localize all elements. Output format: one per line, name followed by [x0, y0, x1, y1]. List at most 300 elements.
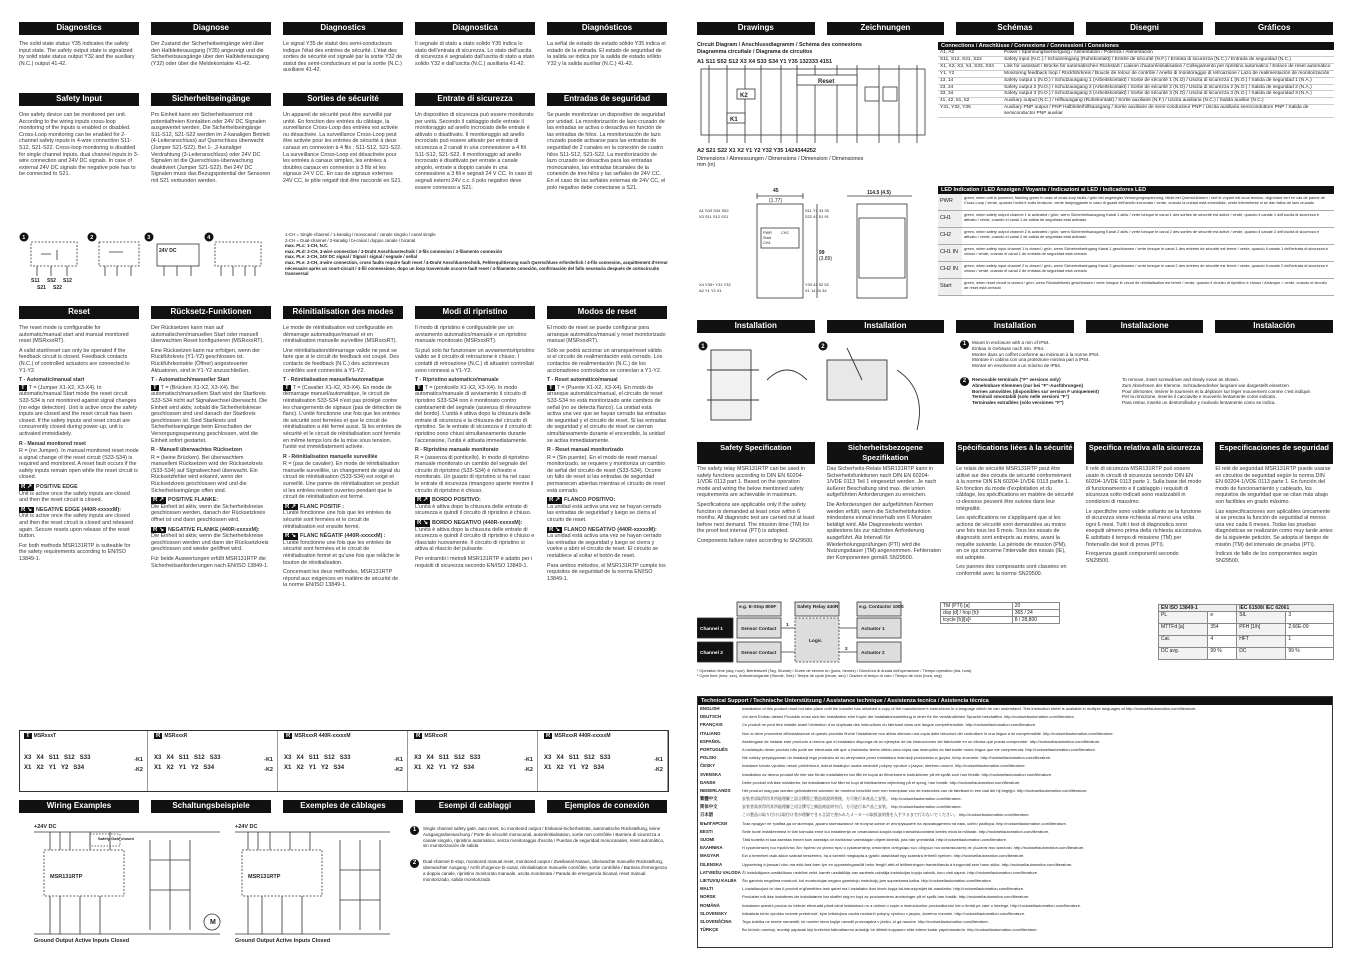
- dim-bot2: A2 Y1 Y2 X1: [699, 288, 722, 293]
- safety-text-2: [956, 466, 1074, 581]
- conn-row-3: [938, 71, 1334, 78]
- badge-r-pos-fr: R ↗: [285, 503, 297, 510]
- right_headers_row1-3: Disegni: [1086, 22, 1204, 35]
- right_headers_row1-0: Drawings: [697, 22, 815, 35]
- support-line-27: Bu ürünün montajı, montajı yapacak kişi üreticinin talimatlarının anladığı bir dildeki kopyasını elde edene kadar yapılmamalıdır. http://rockwellautomation.com/literature.: [742, 927, 1038, 933]
- safety-text-0: [697, 466, 815, 581]
- strip-k1-0: -K1: [134, 757, 143, 763]
- strip-label-0: [20, 731, 147, 741]
- diag-text-3: Il segnale di stato a stato solido Y35 indica lo stato dell'entrata di sicurezza. Lo stato dell'uscita di sicurezza è segnalato dall'uscita di stato a stato solido Y32 e dall'uscita (N.C.) ausiliaria 41-42.: [415, 41, 535, 67]
- support-line-0: Installation of this product must not take place until the installer has obtained a copy of the manufacturer's instructions in a language which he can understand. This instruction sheet is available in multiple languages at http://rockwellautomation.com/literature.: [742, 706, 1197, 711]
- led-name-1: CH1: [938, 211, 962, 227]
- spec-row-1: [1159, 624, 1334, 636]
- diag-header-2: Diagnostics: [283, 22, 403, 35]
- led-row-2: [938, 228, 1334, 245]
- strip-label-4: [540, 731, 667, 741]
- led-row-1: [938, 211, 1334, 228]
- block-diagram: [697, 600, 937, 666]
- install-removal-text-3: Per la rimozione, inserire il cacciavite e muoverlo lentamente come indicato.: [1122, 394, 1277, 400]
- support-lang-25: SLOVENSKY: [700, 910, 728, 916]
- strip-row-bot-1: [150, 761, 277, 771]
- tm-val-1: 365 / 24: [1012, 610, 1059, 617]
- support-line-10: Het product mag pas worden geïnstalleerd wanneer de monteur beschikt over een exemplaar van de instructies van de fabrikant in een taal die hij begrijpt. http://rockwellautomation.com/literature.: [742, 787, 1088, 793]
- support-line-9: Dette produkt må ikke installeres, før installatøren har fået en kopi af fabrikantens vejledning på et sprog, han forstår. http://rockwellautomation.com/literature.: [742, 779, 1021, 785]
- reset-pos-de: [151, 497, 271, 504]
- tm-table: [940, 602, 1060, 642]
- strip-top-4-1: X4: [556, 755, 564, 761]
- safety-para-2-0: Le relais de sécurité MSR131RTP peut être utilisé sur des circuits de sécurité conformément à la norme DIN EN 60204-1/VDE 0113 partie 1. En fonction du mode d'exploitation et du câblage, les spécifications en matière de sécurité ci-dessous peuvent être suivies dans leur intégralité.: [956, 466, 1074, 512]
- led-name-2: CH2: [938, 228, 962, 244]
- badge-r-pos-it: R ↗: [417, 497, 429, 504]
- dim-led-0: PWR: [763, 231, 772, 235]
- bd-ch1: Channel 1: [700, 627, 723, 632]
- fig-s21: S21: [37, 285, 46, 290]
- wiring-supply-2: +24V DC: [235, 824, 258, 830]
- conn-term-6: 33, 34: [940, 91, 954, 97]
- conn-desc-0: Power / Spannungsversorgung / Alimentation / Potenza / Alimentación: [1004, 50, 1153, 55]
- reset-neg-label-it: BORDO NEGATIVO (440R-xxxxxM):: [432, 520, 523, 527]
- reset-t2-it: R = (assenza di ponticello). In modo di ripristino manuale monitorato un cambio del segnale del circuito di ripristino (S33-S34) è richiesto e monitorato. Un guasto di ripristino si ha nel caso le entrate di sicurezza rimangono aperte mentre il circuito di ripristino è chiuso.: [415, 454, 534, 494]
- conn-term-8: Y31, Y32, Y35: [940, 105, 971, 111]
- reset-sub2-en: R - Manual monitored reset: [19, 440, 86, 447]
- reset-t1-en: [19, 385, 139, 438]
- wiring-examples-headers: [19, 800, 669, 813]
- install-removal-row-4: [972, 400, 1333, 406]
- conn-desc-8: Auxiliary PNP output / PNP Halbleiterhilfsausgang / Sortie auxiliaire de semi-conducteur PNP / Uscita ausiliaria semiconduttore PNP / Salida de semiconductor PNP auxiliar: [1004, 105, 1309, 117]
- reset-t2-en: R = (no Jumper). In manual monitored reset mode a signal change of the reset circuit (S33-S34) is required and monitored. A reset fault occurs if the safety inputs remain open while the reset circuit is closed.: [19, 448, 139, 481]
- input-header-2: Sorties de sécurité: [283, 93, 403, 106]
- led-name-0: PWR: [938, 194, 962, 210]
- input-header-1: Sicherheitseingänge: [151, 93, 271, 106]
- strip-bot-0-1: X2: [36, 765, 44, 771]
- wiring-device-1: MSR131RTP: [50, 874, 83, 880]
- strip-block-2: [280, 731, 408, 791]
- strip-label-3: [410, 731, 537, 741]
- dim-d: 99: [819, 250, 825, 256]
- reset-neg-label-fr: FLANC NÉGATIF (440R-xxxxxM) :: [300, 533, 386, 540]
- badge-r-pos-de: R ↗: [153, 497, 165, 504]
- diag-text-4: La señal de estado de estado sólido Y35 indica el estado de la entrada. El estado de seguridad de la salida se indica por la salida de estado sólido Y32 y la salida auxiliar (N.C.) 41-42.: [547, 41, 666, 67]
- channel-legend-3: max. PLd: 2-CH, 3-wire connection / 3-Draht Anschlusstechnik / 3-fils connexion / 3-filamento connexión: [285, 248, 503, 254]
- wiring-header-2: Exemples de câblages: [283, 800, 403, 813]
- safety-para-4-2: Índices de fallo de los componentes según SN29500.: [1215, 551, 1318, 564]
- install-removal-title-1: Abnehmbare Klemmen (nur bei "F"-Ausführungen): [972, 382, 1084, 388]
- strip-label-text-4: MSRxxxR 440R-xxxxxM: [554, 733, 611, 739]
- spec-cell-3-3: 99 %: [1286, 648, 1334, 660]
- support-lang-11: 繁體中文: [700, 796, 718, 802]
- reset-neg-fr: [283, 533, 403, 540]
- reset-col-es: [547, 306, 667, 592]
- reset-neg-es: [547, 527, 667, 534]
- reset-sub1-de: T - Automatisch/manueller Start: [151, 377, 230, 384]
- support-line-2: Ce produit ne peut être installé avant l'obtention d'un duplicata des instructions du fabricant dans une langue compréhensible. http://rockwellautomation.com/literature.: [742, 722, 1037, 728]
- right_headers_row3-1: Sicherheitsbezogene Spezifikation: [827, 442, 945, 464]
- support-lang-6: POLSKI: [700, 755, 717, 761]
- strip-top-4-0: X3: [544, 755, 552, 761]
- reset-header-de: Rücksetz-Funktionen: [151, 306, 271, 319]
- reset-intro-es-0: El modo de reset se puede configurar para arranque automático/manual y reset monitorizado manual (MSRxxxRT).: [547, 325, 666, 345]
- reset-pos-label-de: POSITIVE FLANKE:: [168, 497, 219, 504]
- safety-input-section: [19, 93, 669, 231]
- led-row-5: [938, 279, 1334, 296]
- strip-bot-0-3: Y2: [61, 765, 69, 771]
- spec-cell-2-3: 1: [1286, 636, 1334, 648]
- dim-top1: A1 S33 S34 S52: [699, 208, 729, 213]
- technical-support: [697, 696, 1333, 948]
- install-mount-list: [972, 340, 1100, 369]
- install-removal-title-2: Bornes amovibles (disponibles sur version F uniquement): [972, 388, 1099, 394]
- input-wiring-svg: [19, 232, 279, 290]
- led-header: LED Indication / LED Anzeigen / Voyants / Indicazioni ai LED / Indicadores LED: [938, 186, 1334, 194]
- block-diagram-svg: [697, 600, 937, 666]
- strip-top-1-0: X3: [154, 755, 162, 761]
- wiring-note-num-0: 1: [410, 826, 419, 835]
- support-line-3: Non si deve procedere all'installazione di questo prodotto finché l'installatore non abbia ottenuto una copia delle istruzioni del costruttore in una lingua a lui comprensibile. http://rockwellautomation.com/literature.: [742, 730, 1114, 736]
- reset-pos-es: [547, 497, 667, 504]
- strip-row-bot-3: [410, 761, 537, 771]
- strip-row-top-2: [280, 741, 407, 761]
- fig-n2: 2: [90, 235, 94, 241]
- strip-block-4: [540, 731, 668, 791]
- led-name-4: CH2 IN: [938, 262, 962, 278]
- reset-t1-es: [547, 385, 667, 444]
- strip-top-2-4: S33: [339, 755, 351, 761]
- badge-r-neg-en: R ↘: [21, 506, 33, 513]
- wiring-header-0: Wiring Examples: [19, 800, 139, 813]
- strip-bot-1-2: Y1: [178, 765, 187, 771]
- strip-top-4-3: S12: [584, 755, 595, 761]
- circuit-top-terminals: A1 S11 S52 S12 X3 X4 S33 S34 Y1 Y35 132333 4151: [697, 59, 833, 65]
- input-col-2: [283, 93, 403, 191]
- bd-sensor1: Sensor Contact: [741, 627, 777, 632]
- right_headers_row2-0: Installation: [697, 320, 815, 333]
- circuit-title: Circuit Diagram / Anschlussdiagramm / Schéma des connexions: [697, 42, 862, 48]
- spec-cell-1-0: MTTFd [a]: [1159, 624, 1208, 636]
- install-removal-title-3: Terminali smontabili (solo nelle versioni "F"): [972, 394, 1070, 400]
- circuit-diagram: [697, 42, 933, 182]
- support-lang-24: ROMÂNĂ: [700, 902, 720, 908]
- reset-sub1-es: T - Reset automático/manual: [547, 377, 618, 384]
- reset-col-en: [19, 306, 139, 592]
- strip-top-3-2: S11: [438, 755, 450, 761]
- spec-cell-0-2: SIL: [1237, 612, 1286, 624]
- tm-key-0: TM (PTI) [a]: [941, 603, 1013, 610]
- reset-end-es: Para ambos métodos, el MSR131RTP cumple los requisitos de seguridad de la norma EN/ISO 13849-1.: [547, 562, 666, 582]
- reset-sub1-en: T - Automatic/manual start: [19, 377, 85, 384]
- reset-header-it: Modi di ripristino: [415, 306, 535, 319]
- spec-cell-0-0: PL: [1159, 612, 1208, 624]
- install-note-1: Einbau in Gehäuse nach min. IP54.: [972, 345, 1045, 351]
- support-lang-27: TÜRKÇE: [700, 927, 719, 933]
- strip-label-text-0: MSRxxxT: [33, 733, 57, 739]
- support-line-23: Produktet må ikke installeres før installatøren har skaffet seg en kopi av produsentens anvisninger på et språk han forstår. http://rockwellautomation.com/literature.: [742, 894, 1030, 900]
- support-line-19: Uppsetning á þessari vöru má ekki fara fram fyrr en uppsetningaraðili hefur fengið afrit af leiðbeiningum framleiðanda á tungumáli sem hann skilur. http://rockwellautomation.com/literature.: [742, 861, 1073, 867]
- diag-header-0: Diagnostics: [19, 22, 139, 35]
- conn-desc-2: Link for autostart / Brücke für automatischen Rückstart / Liaison d'autoréinitialisation / Collegamento per ripristino automatico / Enlace de reset automático: [1004, 63, 1331, 69]
- install-note-4: Montar en envolvente a un mínimo de IP54.: [972, 363, 1062, 369]
- diag-col-4: [547, 22, 667, 74]
- strip-badge-0: T: [26, 733, 30, 739]
- installation-notes: [960, 340, 1333, 434]
- install-removal-list: [972, 377, 1333, 406]
- strip-top-3-0: X3: [414, 755, 422, 761]
- dim-h: 114.5 (4.5): [867, 190, 891, 196]
- install-removal-text-4: Para retirar, inserte un destornillador y muévalo lentamente como se indica.: [1122, 400, 1276, 406]
- spec-cell-1-2: PFH [1/h]: [1237, 624, 1286, 636]
- dim-title: Dimensions / Abmessungen / Dimensions / Dimensioni / Dimensiones: [697, 156, 864, 162]
- strip-top-3-4: S33: [469, 755, 481, 761]
- strip-badge-3: R: [416, 733, 421, 739]
- led-row-3: [938, 245, 1334, 262]
- strip-k-0: [134, 755, 143, 775]
- strip-row-bot-0: [20, 761, 147, 771]
- reset-pos-text-de: Die Einheit ist aktiv, wenn die Sicherheitskreise geschlossen werden, danach der Rücksetzkreis öffnet ist und dann geschlossen wird.: [151, 503, 266, 524]
- led-table: [938, 186, 1334, 300]
- support-line-21: Šio gaminio negalima montuoti, kol montuotojas negavo gamintojo instrukcijų jam suprantama kalba. http://rockwellautomation.com/literature.: [742, 877, 992, 883]
- spec-table: [1158, 604, 1334, 674]
- channel-legend-5: max. PLe: 2-CH, 4-wire connection, cross faults require fault reset / 4-Draht Anschlusstechnik, Fehlerquittierung nach Querschluss erforderlich / 4-fils connexion, acquittement d'erreur nécessaire après un court-circuit / 4-fili connessione, dopo un loop trasversale occorre fault reset / 4-filamento conexión, confirmación del fallo necesaria después de cortocircuito transversal: [285, 259, 668, 277]
- reset-sub1-fr: T - Réinitialisation manuelle/automatique: [283, 377, 384, 384]
- conn-desc-3: Monitoring feedback loop / Rückführkreis / Boucle de retour de contrôle / Anello di monitoraggio di retroazione / Lazo de realimentación de monitorización: [1004, 70, 1330, 76]
- strip-bot-0-4: S34: [73, 765, 85, 771]
- support-lang-23: NORSK: [700, 894, 716, 900]
- led-desc-3: green, when safety input channel 1 is closed / grün, wenn Sicherheitseingang Kanal 1 geschlossen / verte lorsque le canal 1 des entrées de sécurité est fermé / verde, quando il canale 1 dell'entrata di sicurezza è chiuso / verde, cuando el canal 1 de entrada de seguridad está cerrado: [964, 246, 1329, 257]
- led-row-4: [938, 262, 1334, 279]
- conn-row-1: [938, 57, 1334, 64]
- dim-topr2: S22 41 51 91: [805, 214, 829, 219]
- bd-col1: e.g. E-Stop 800F: [739, 605, 777, 610]
- right_headers_row1-4: Gráficos: [1215, 22, 1333, 35]
- support-line-18: Ezt a terméket csak akkor szabad beszerelni, ha a szerelő megkapta a gyártó utasításait egy számára érthető nyelven. http://rockwellautomation.com/literature.: [742, 853, 1025, 859]
- support-line-17: Η εγκατάσταση του προϊόντος δεν πρέπει να γίνεται πριν ο εγκαταστάτης αποκτήσει αντίγραφο των οδηγιών του κατασκευαστή σε γλώσσα που κατανοεί. http://rockwellautomation.com/literature.: [742, 845, 1085, 851]
- conn-term-2: X1, X2, X3, X4, S33, S34: [940, 63, 994, 69]
- strip-bot-3-1: X2: [426, 765, 434, 771]
- right_headers_row2-2: Installation: [956, 320, 1074, 333]
- channel-legend-4: max. PLe: 2-CH, 24V DC signal / Signal / signal / segnale / señal: [285, 254, 418, 260]
- reset-section: [19, 306, 669, 730]
- diag-text-0: The solid state status Y35 indicates the safety input state. The safety output state is signalized by solid state status output Y32 and the auxiliary (N.C.) output 41-42.: [19, 41, 135, 67]
- wiring-diagrams: [30, 820, 400, 946]
- strip-top-3-3: S12: [454, 755, 465, 761]
- reset-intro-en-0: The reset mode is configurable for automatic/manual start and manual monitored reset (MSRxxxRT).: [19, 325, 129, 345]
- installation-svg: [697, 340, 957, 434]
- conn-term-4: 13, 14: [940, 77, 954, 83]
- tm-row-0: [941, 603, 1060, 610]
- channel-legend-1: 2-CH = Dual-channel / 2-kanalig / bi-canal / doppio canale / bicanal: [285, 237, 416, 243]
- strip-top-0-3: S12: [64, 755, 75, 761]
- strip-badge-1: R: [156, 733, 161, 739]
- badge-r-neg-es: R ↘: [549, 526, 561, 533]
- install-num-1: 1: [960, 340, 969, 349]
- support-lang-13: 日本語: [700, 812, 714, 818]
- fig-s12: S12: [63, 278, 72, 284]
- strip-bot-4-0: X1: [544, 765, 552, 771]
- install-mount: [960, 340, 1333, 369]
- input-text-0: One safety device can be monitored per unit. According to the wiring inputs cross-loop monitoring of the inputs is enabled or disabled. Cross-Loop monitoring can be enabled for 2-channel safety inputs in 4-wire connection S11-S12, S21-S22. Cross-loop monitoring is disabled for single channel inputs, dual channel inputs in 3-wire connection and 24V DC signals. In case of external 24V DC signals the negative pole has to be connected to S21.: [19, 112, 139, 178]
- spec-cell-2-0: Cat.: [1159, 636, 1208, 648]
- reset-col-it: [415, 306, 535, 592]
- reset-pos-label-fr: FLANC POSITIF :: [300, 503, 345, 510]
- spec-cell-2-2: HFT: [1237, 636, 1286, 648]
- strip-bot-2-0: X1: [284, 765, 292, 771]
- strip-label-text-1: MSRxxxR: [164, 733, 188, 739]
- support-lang-16: SUOMI: [700, 837, 715, 842]
- strip-bot-3-4: S34: [463, 765, 475, 771]
- strip-badge-4: R: [546, 733, 551, 739]
- input-header-4: Entradas de seguridad: [547, 93, 667, 106]
- install-removal-title-0: Removable terminals ("F" versions only): [972, 376, 1061, 382]
- support-line-4: Absténgase de instalar este producto a menos que el instalador disponga de un ejemplar de las instrucciones del fabricante en un idioma que pueda comprender. http://rockwellautomation.com/literature.: [742, 738, 1101, 744]
- support-header: Technical Support / Technische Unterstützung / Assistance technique / Assistenza tecnica / Asistencia técnica: [698, 697, 1332, 705]
- install-removal: [960, 377, 1333, 406]
- circuit-svg: [697, 65, 933, 143]
- safety-text-4: [1215, 466, 1333, 581]
- wiring-footer-2: Ground Output Active Inputs Closed: [235, 938, 331, 944]
- strip-k2-2: -K2: [394, 767, 403, 773]
- strip-top-2-1: X4: [296, 755, 304, 761]
- bd-col3: e.g. Contactor 100S: [859, 605, 904, 610]
- support-lang-17: ΕΛΛΗΝΙΚΑ: [700, 845, 723, 851]
- bd-ch2: Channel 2: [700, 651, 723, 656]
- strip-top-3-1: X4: [426, 755, 434, 761]
- reset-intro-de-1: Eine Rücksetzen kann nur erfolgen, wenn der Rückführkreis (Y1-Y2) geschlossen ist. Rückführkontakte (Öffner) angesteuerter Aktuatoren, sind in Y1-Y2 anzuschließen.: [151, 347, 261, 374]
- strip-row-top-3: [410, 741, 537, 761]
- channel-legend-2: max. PLc: 1-CH, N.C.: [285, 243, 329, 249]
- strip-bot-0-0: X1: [24, 765, 32, 771]
- support-lang-7: ČESKY: [700, 763, 716, 769]
- tm-val-0: 20: [1012, 603, 1059, 610]
- spec-head-2: IEC 61508/ IEC 62061: [1237, 605, 1334, 612]
- reset-t1-text-en: T = (Jumper X1-X2, X3-X4). In automatic/manual Start mode the reset circuit S33-S34 is not monitored against signal changes (no edge detection). Unit is active once the safety inputs are closed and the reset circuit has been closed. If the safety inputs and reset circuit are concurrently closed during power-up, unit is activated immediately.: [19, 384, 138, 437]
- safety-text-1: [827, 466, 945, 581]
- led-desc-5: green, when reset circuit is closed / grün, wenn Rückstellkreis geschlossen / verte lorsque le circuit de réinitialisation est fermé / verde, quando il circuito di ripristino è chiuso / Arranque = verde, cuando el circuito de reset está cerrado: [964, 280, 1327, 291]
- reset-neg-en: [19, 507, 139, 514]
- safety-para-0-1: Specifications are applicable only if the safety function is demanded at least once within 6 months. All diagnostic test are carried out at least before next demand. The mission time (TM) for the proof test interval (PTI) is adopted.: [697, 501, 815, 535]
- right_headers_row2-3: Installazione: [1086, 320, 1204, 333]
- input-header-0: Safety Input: [19, 93, 139, 106]
- support-line-6: Nie należy przystępować do instalacji tego produktu aż do otrzymania przez instalatora instrukcji producenta w języku, który zrozumie. http://rockwellautomation.com/literature.: [742, 755, 1052, 761]
- strip-top-1-2: S11: [178, 755, 190, 761]
- reset-neg-text-de: Die Einheit ist aktiv, wenn die Sicherheitskreise geschlossen werden und dann der Rücksetzkreis geschlossen und wieder geöffnet wird.: [151, 533, 269, 553]
- reset-body-en: [19, 325, 139, 563]
- reset-intro-es-1: Sólo se podrá accionar un arranque/reset válido si el circuito de realimentación está cerrado. Los contactos de realimentación (N.C.) de los accionadores controlados se conectan a Y1-Y2.: [547, 347, 663, 374]
- strip-label-text-2: MSRxxxR 440R-xxxxxM: [294, 733, 351, 739]
- badge-t-it: T: [417, 384, 421, 391]
- tm-row-2: [941, 617, 1060, 624]
- bd-n1: 1: [786, 623, 789, 628]
- bd-col2: Safety Relay 440R: [797, 605, 839, 610]
- wiring-notes: [410, 826, 670, 946]
- install-removal-text-2: Pour démonter, insérer le tournevis et la déplacer sur léger mouvement comme c'est indiqué.: [1122, 388, 1312, 394]
- reset-end-de: Für beide Auswertungen erfüllt MSR131RTP die Sicherheitsanforderungen nach EN/ISO 13849-1.: [151, 556, 269, 569]
- connections-table: [938, 42, 1334, 184]
- support-line-22: L-installazzjoni ta' dan il-prodott m'għandhiex issir qabel ma l-installatur ikun kiseb kopja tal-istruzzjonijiet tal-manifattur. http://rockwellautomation.com/literature.: [742, 886, 1025, 892]
- badge-r-neg-de: R ↘: [153, 526, 165, 533]
- reset-neg-text-fr: L'unité fonctionne une fois que les entrées de sécurité sont fermées et le circuit de réinitialisation fermé et qu'une fois que relâche le bouton de réinitialisation.: [283, 539, 400, 566]
- spec-head-row: [1159, 605, 1334, 612]
- support-line-11: 安裝者須取得用其所能理解之語言撰寫之製造商說明書後，方可進行本產品之安裝。 http://rockwellautomation.com/literature.: [742, 796, 962, 802]
- strip-block-3: [410, 731, 538, 791]
- diag-col-3: [415, 22, 535, 74]
- strip-bot-4-3: Y2: [581, 765, 589, 771]
- support-lang-19: ÍSLENSKA: [700, 861, 723, 867]
- safety-para-0-2: Components failure rates according to SN29500.: [697, 537, 814, 544]
- safety-para-3-2: Frequenza guasti componenti secondo SN29500.: [1085, 551, 1179, 564]
- strip-k-3: [524, 755, 533, 775]
- reset-pos-text-it: L'unità è attiva dopo la chiusura delle entrate di sicurezza e quindi il circuito di ripristino è chiuso.: [415, 503, 532, 517]
- svg-text:1: 1: [701, 344, 705, 350]
- wiring-header-3: Esempi di cablaggi: [415, 800, 535, 813]
- spec-cell-0-1: e: [1208, 612, 1237, 624]
- support-lang-22: MALTI: [700, 886, 714, 892]
- badge-t-fr: T: [285, 384, 289, 391]
- spec-row-2: [1159, 636, 1334, 648]
- circuit-bottom-terminals: A2 S21 S22 X1 X2 Y1 Y2 Y32 Y35 1424344252: [697, 148, 817, 154]
- installation-figures: [697, 340, 957, 434]
- reset-pos-fr: [283, 504, 403, 511]
- badge-r-neg-it: R ↘: [417, 520, 429, 527]
- support-lang-15: EESTI: [700, 828, 713, 834]
- install-note-0: Mount in enclosure with a min of IP54.: [972, 340, 1050, 345]
- reset-body-es: [547, 325, 667, 582]
- dim-topr1: S11 Y1 33 39: [805, 208, 829, 213]
- install-removal-title-4: Terminales extraíbles (sólo versiones "F"): [972, 400, 1064, 406]
- support-lang-14: БЪЛГАРСКИ: [700, 820, 728, 826]
- circuit-reset: Reset: [818, 79, 835, 85]
- support-lang-10: NEDERLANDS: [700, 787, 731, 793]
- fig-s11: S11: [31, 278, 40, 284]
- bd-logic: Logic: [809, 639, 822, 644]
- support-lang-21: LIETUVIŲ KALBA: [700, 877, 737, 883]
- diag-col-1: [151, 22, 271, 74]
- reset-header-es: Modos de reset: [547, 306, 667, 319]
- conn-desc-6: Safety output 3 (N.O.) / Schutzausgang 3 (Arbeitskontakt) / Sortie de sécurité 3 (N.O) / Uscita di sicurezza 3 (N.O.) / Salida de seguridad 3 (N.A.): [1004, 91, 1312, 97]
- reset-t1-de: [151, 385, 271, 444]
- support-lang-5: PORTUGUÊS: [700, 746, 728, 752]
- diagnostics-section: [19, 22, 669, 86]
- dimension-drawing: [697, 188, 933, 304]
- led-desc-4: green, when safety input channel 2 is closed / grün, wenn Sicherheitseingang Kanal 2 geschlossen / verte lorsque le canal 2 des entrées de sécurité est fermé / verde, quando il canale 2 dell'entrata di sicurezza è chiuso / verde, cuando el canal 2 de entrada de seguridad está cerrado: [964, 263, 1329, 274]
- strip-bot-1-4: S34: [203, 765, 215, 771]
- reset-neg-text-it: L'unità è attiva dopo la chiusura delle entrate di sicurezza e quindi il circuito di ripristino è chiuso e rilasciato nuovamente. Il circuito di ripristino si attiva al rilascio del pulsante.: [415, 526, 535, 553]
- strip-bot-2-4: S34: [333, 765, 345, 771]
- reset-end-en: For both methods MSR131RTP is suiteable for the safety requirements according to EN/ISO 13849-1.: [19, 542, 131, 562]
- badge-r-pos-es: R ↗: [549, 497, 561, 504]
- spec-cell-2-1: 4: [1208, 636, 1237, 648]
- strip-top-2-0: X3: [284, 755, 292, 761]
- circuit-k1: K1: [730, 117, 738, 123]
- footnote-1: ² Cycle time (hour, sec), Anforderungsrate (Stunde, Sek) / Temps de cycle (heure, sec) / Ora/sec di tempo di ciclo / Tiempo de ciclo (hora, seg): [697, 673, 942, 678]
- conn-term-3: Y1, Y2: [940, 70, 955, 76]
- dim-bot1: X4 Y35+ Y31 Y32: [699, 282, 731, 287]
- tm-row-1: [941, 610, 1060, 617]
- dim-botr1: Y33 42 52 52: [805, 282, 829, 287]
- strip-row-bot-4: [540, 761, 667, 771]
- support-line-8: Installation av denna produkt får inte ske förrän installatören har fått en kopia av tillverkarens instruktioner på ett språk som han förstår. http://rockwellautomation.com/literature.: [742, 771, 1053, 777]
- input-text-4: Se puede monitorizar un dispositivo de seguridad por unidad. La monitorización de lazo cruzado de las entradas se activa o desactiva en función de las entradas de hilos. La monitorización de lazo cruzado puede activarse para las entradas de seguridad de 2 canales en la conexión de cuatro hilos S11-S12, S21-S22. La monitorización de lazo cruzado se desactiva para las entradas monocanales, las entradas bicanales de la conexión de tres hilos y las señales de 24V CC. En el caso de las señales externas de 24V CC, el polo negativo debe conectarse a S21.: [547, 112, 666, 191]
- reset-pos-label-it: BORDO POSITIVO:: [432, 497, 481, 504]
- reset-pos-label-en: POSITIVE EDGE: [36, 484, 78, 491]
- support-line-24: Instalarea acestui produs nu trebuie efectuată până când instalatorul nu a obținut o copie a instrucțiunilor producătorului într-o limbă pe care o înțelege. http://rockwellautomation.com/literature.: [742, 902, 1082, 908]
- strip-top-1-4: S33: [209, 755, 221, 761]
- reset-intro-fr-0: Le mode de réinitialisation est configurable en démarrage automatique/manuel et en réinitialisation manuelle surveillée (MSRxxxRT).: [283, 325, 398, 345]
- conn-row-4: [938, 78, 1334, 85]
- led-name-5: Start: [938, 279, 962, 295]
- reset-sub1-it: T - Ripristino automatico/manuale: [415, 377, 499, 384]
- safety-text-3: [1086, 466, 1204, 581]
- dim-botr2: X1 14 24 34: [805, 288, 827, 293]
- input-col-0: [19, 93, 139, 191]
